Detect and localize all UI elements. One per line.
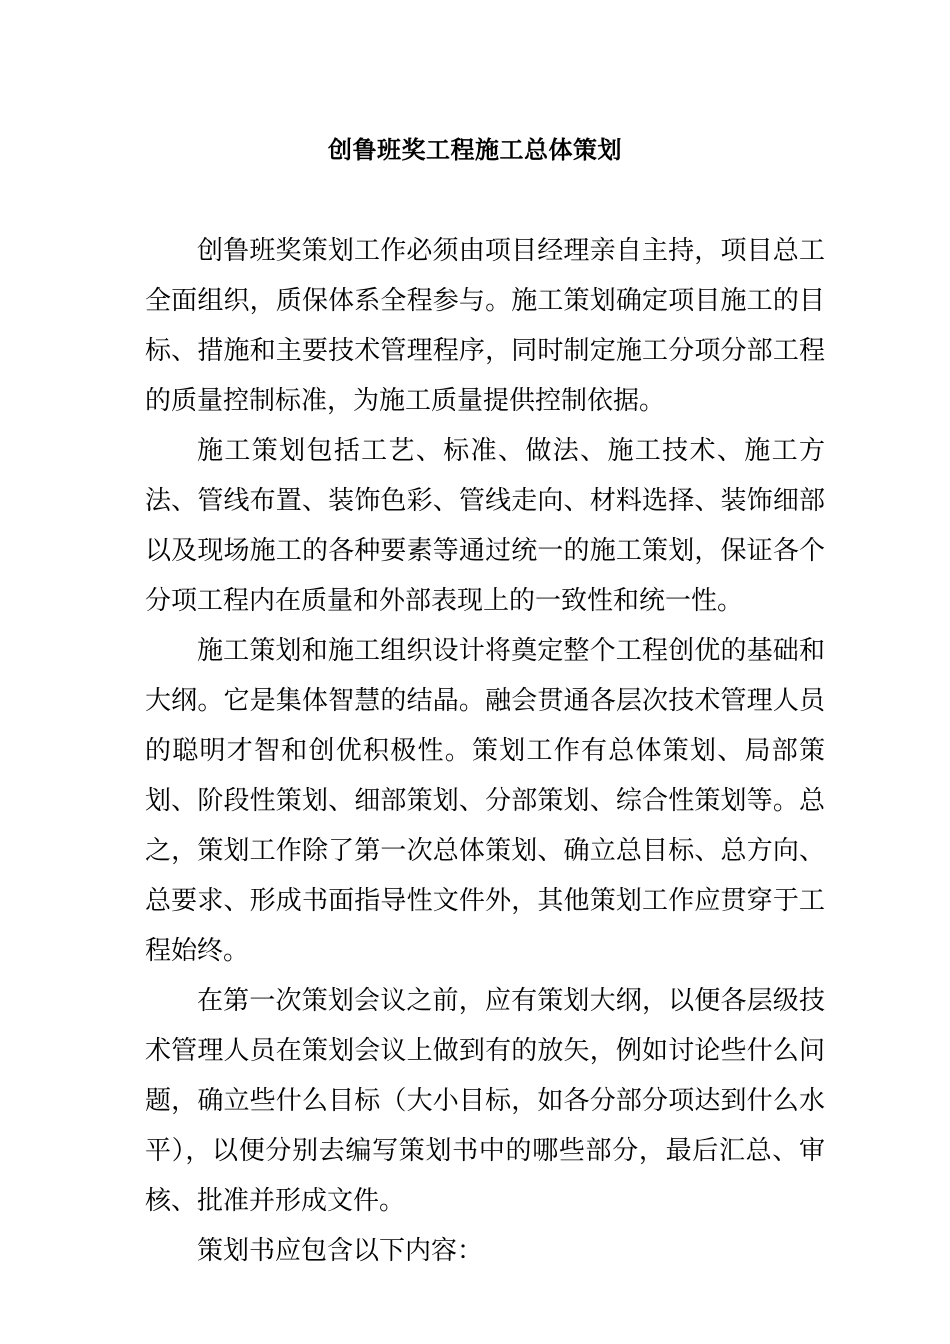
paragraph-4: 在第一次策划会议之前，应有策划大纲，以便各层级技术管理人员在策划会议上做到有的放矢，例如讨论些什么问题，确立些什么目标（大小目标，如各分部分项达到什么水平），以便分别去编写策划书中的哪些部分，最后汇总、审核、批准并形成文件。 (145, 986, 825, 1216)
paragraph-2: 施工策划包括工艺、标准、做法、施工技术、施工方法、管线布置、装饰色彩、管线走向、材料选择、装饰细部以及现场施工的各种要素等通过统一的施工策划，保证各个分项工程内在质量和外部表现上的一致性和统一性。 (145, 436, 825, 616)
document-body (145, 226, 825, 1276)
paragraph-3: 施工策划和施工组织设计将奠定整个工程创优的基础和大纲。它是集体智慧的结晶。融会贯通各层次技术管理人员的聪明才智和创优积极性。策划工作有总体策划、局部策划、阶段性策划、细部策划、分部策划、综合性策划等。总之，策划工作除了第一次总体策划、确立总目标、总方向、总要求、形成书面指导性文件外，其他策划工作应贯穿于工程始终。 (145, 636, 825, 966)
paragraph-1: 创鲁班奖策划工作必须由项目经理亲自主持，项目总工全面组织，质保体系全程参与。施工策划确定项目施工的目标、措施和主要技术管理程序，同时制定施工分项分部工程的质量控制标准，为施工质量提供控制依据。 (145, 236, 825, 416)
document-title: 创鲁班奖工程施工总体策划 (328, 135, 622, 164)
paragraph-5: 策划书应包含以下内容： (197, 1236, 484, 1266)
